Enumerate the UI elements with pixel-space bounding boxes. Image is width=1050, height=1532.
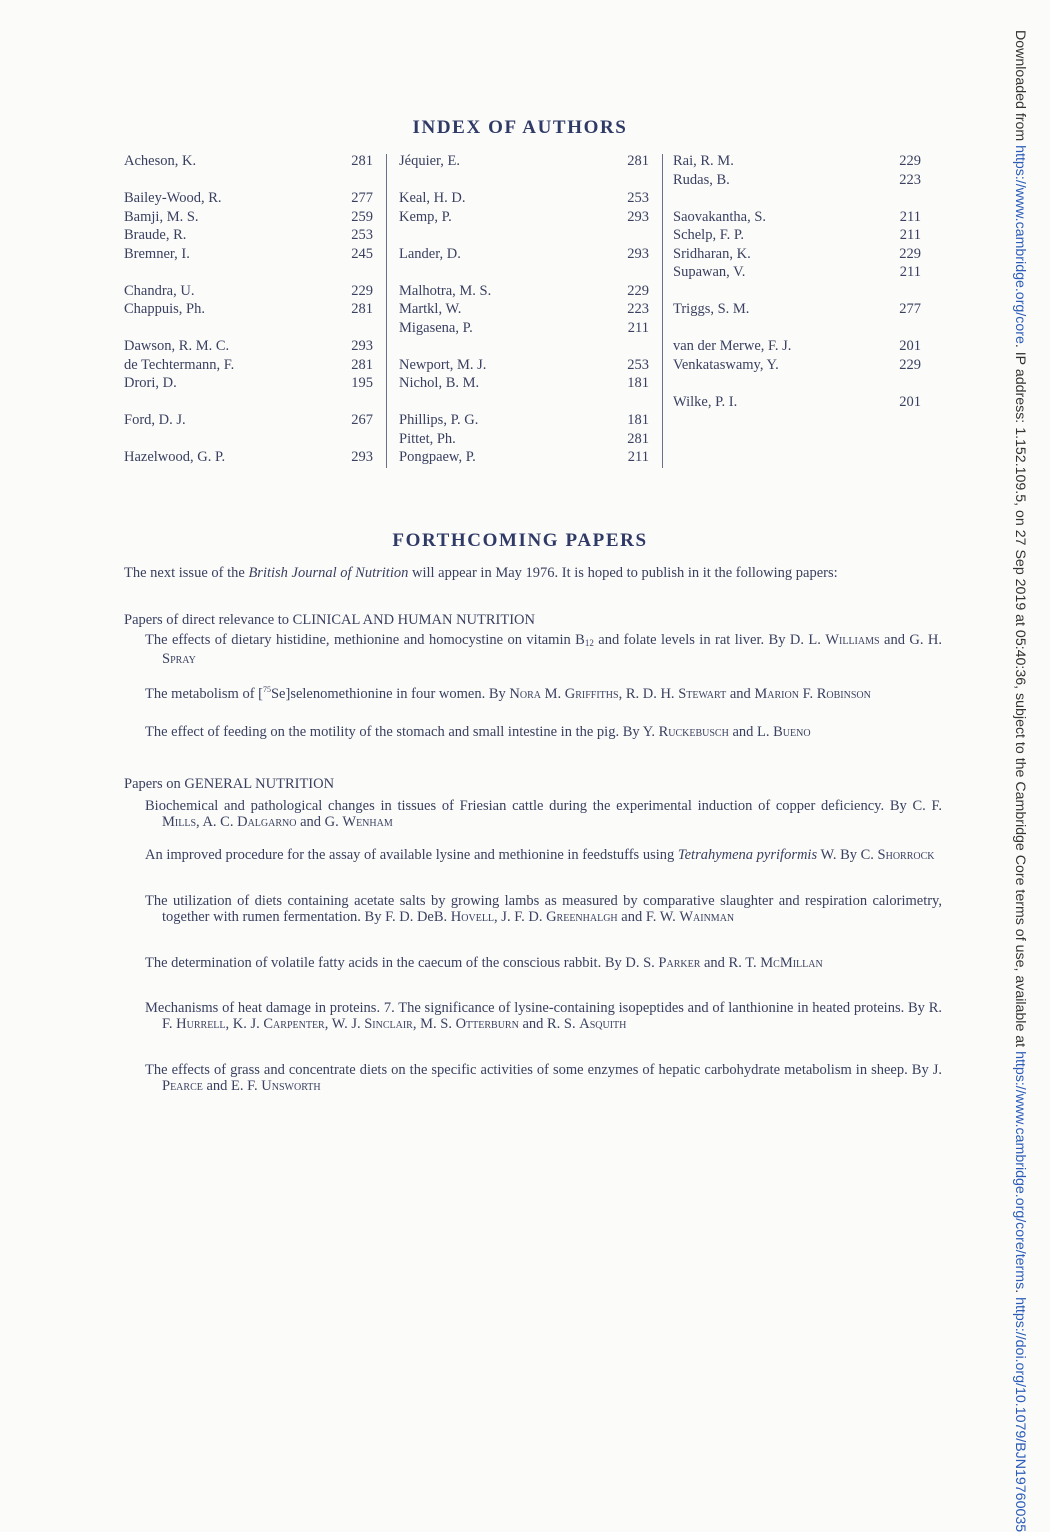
author-page-number: 211 xyxy=(899,227,921,243)
paper-entry: The metabolism of [$^{75}$Se]selenomethionine in four women. By Nora M. Griffiths, R. D. H. Stewart and Marion F. Robinson xyxy=(145,685,871,702)
index-spacer xyxy=(673,319,921,338)
author-page-number: 293 xyxy=(351,338,373,354)
intro-text: The next issue of the xyxy=(124,565,249,581)
author-entry xyxy=(673,208,921,227)
paper-entry: The utilization of diets containing acetate salts by growing lambs as measured by comparative slaughter and respiration calorimetry, together with rumen fermentation. By F. D. DeB. Hovell, J. F. D. Greenhalgh and F. W. Wainman xyxy=(145,893,942,925)
author-page-number: 223 xyxy=(627,301,649,317)
author-entry xyxy=(673,245,921,264)
author-page-number: 229 xyxy=(899,153,921,169)
author-page-number: 195 xyxy=(351,375,373,391)
author-name: Bailey-Wood, R. xyxy=(124,190,222,206)
author-entry xyxy=(124,245,373,264)
author-page-number: 277 xyxy=(899,301,921,317)
index-spacer xyxy=(124,263,373,282)
author-page-number: 245 xyxy=(351,245,373,262)
author-page-number: 281 xyxy=(351,153,373,169)
author-name: Bamji, M. S. xyxy=(124,208,199,225)
author-entry xyxy=(673,171,921,190)
author-page-number: 181 xyxy=(627,375,649,391)
author-name: Martkl, W. xyxy=(399,301,462,317)
notice-prefix: Downloaded from xyxy=(1012,30,1028,146)
notice-separator: . xyxy=(1012,1289,1028,1298)
author-page-number: 253 xyxy=(351,227,373,243)
paper-entry: Mechanisms of heat damage in proteins. 7. The significance of lysine-containing isopeptides and of lanthionine in heated proteins. By R. F. Hurrell, K. J. Carpenter, W. J. Sinclair, M. S. Otterburn and R. S. Asquith xyxy=(145,1000,942,1032)
column-divider-2 xyxy=(662,154,663,468)
download-notice xyxy=(1005,30,1035,1532)
author-page-number: 211 xyxy=(627,449,649,465)
index-spacer xyxy=(399,263,649,282)
paper-entry: Biochemical and pathological changes in tissues of Friesian cattle during the experimental induction of copper deficiency. By C. F. Mills, A. C. Dalgarno and G. Wenham xyxy=(145,798,942,830)
paper-entry: An improved procedure for the assay of available lysine and methionine in feedstuffs using Tetrahymena pyriformis W. By C. Shorrock xyxy=(145,847,935,863)
author-name: Chandra, U. xyxy=(124,282,195,299)
index-spacer xyxy=(124,171,373,190)
author-name: Chappuis, Ph. xyxy=(124,301,205,317)
author-entry xyxy=(673,356,921,375)
author-page-number: 181 xyxy=(627,412,649,428)
author-entry xyxy=(124,189,373,208)
author-name: Braude, R. xyxy=(124,227,187,243)
author-page-number: 281 xyxy=(627,153,649,169)
download-notice-text xyxy=(1005,30,1035,1532)
column-divider-1 xyxy=(386,154,387,468)
author-entry xyxy=(673,226,921,245)
author-entry xyxy=(399,245,649,264)
journal-name: British Journal of Nutrition xyxy=(248,565,409,581)
author-page-number: 281 xyxy=(627,430,649,447)
author-page-number: 229 xyxy=(899,245,921,262)
author-page-number: 293 xyxy=(351,449,373,465)
author-entry xyxy=(124,448,373,467)
author-page-number: 211 xyxy=(899,264,921,280)
author-page-number: 253 xyxy=(627,356,649,373)
index-spacer xyxy=(399,393,649,412)
author-page-number: 281 xyxy=(351,301,373,317)
author-entry xyxy=(673,300,921,319)
author-entry xyxy=(399,374,649,393)
index-spacer xyxy=(399,337,649,356)
author-entry xyxy=(399,282,649,301)
author-page-number: 229 xyxy=(899,356,921,373)
author-entry xyxy=(673,337,921,356)
author-name: Supawan, V. xyxy=(673,264,746,280)
authors-column-2 xyxy=(399,152,649,467)
author-page-number: 229 xyxy=(627,282,649,299)
author-entry xyxy=(124,374,373,393)
author-entry xyxy=(124,226,373,245)
index-spacer xyxy=(124,319,373,338)
author-name: van der Merwe, F. J. xyxy=(673,338,792,354)
author-entry xyxy=(124,208,373,227)
index-spacer xyxy=(673,282,921,301)
forthcoming-papers-title: FORTHCOMING PAPERS xyxy=(392,530,648,551)
author-entry xyxy=(124,282,373,301)
author-entry xyxy=(124,337,373,356)
author-name: Keal, H. D. xyxy=(399,190,466,206)
author-page-number: 259 xyxy=(351,208,373,225)
section-general-label: Papers on GENERAL NUTRITION xyxy=(124,776,335,792)
author-page-number: 201 xyxy=(899,338,921,354)
author-entry xyxy=(399,411,649,430)
author-page-number: 267 xyxy=(351,412,373,428)
author-page-number: 293 xyxy=(627,208,649,225)
author-name: Migasena, P. xyxy=(399,319,473,336)
author-entry xyxy=(399,152,649,171)
author-entry xyxy=(124,356,373,375)
author-entry xyxy=(124,300,373,319)
author-page-number: 229 xyxy=(351,282,373,299)
author-page-number: 253 xyxy=(627,190,649,206)
author-page-number: 201 xyxy=(899,393,921,410)
notice-middle: . IP address: 1.152.109.5, on 27 Sep 2019 at 05:40:36, subject to the Cambridge Core terms of use, available at xyxy=(1012,343,1028,1052)
author-name: Triggs, S. M. xyxy=(673,301,750,317)
author-entry xyxy=(399,448,649,467)
paper-entry: The effects of dietary histidine, methionine and homocystine on vitamin $B_{12}$ and folate levels in rat liver. By D. L. Williams and G. H. Spray xyxy=(145,632,942,667)
author-name: Wilke, P. I. xyxy=(673,393,738,410)
index-spacer xyxy=(399,226,649,245)
author-name: Pittet, Ph. xyxy=(399,430,456,447)
author-page-number: 277 xyxy=(351,190,373,206)
author-page-number: 293 xyxy=(627,245,649,262)
authors-column-3 xyxy=(673,152,921,411)
index-spacer xyxy=(673,374,921,393)
section-clinical-label: Papers of direct relevance to CLINICAL AND HUMAN NUTRITION xyxy=(124,612,535,628)
paper-entry: The effects of grass and concentrate diets on the specific activities of some enzymes of hepatic carbohydrate metabolism in sheep. By J. Pearce and E. F. Unsworth xyxy=(145,1062,942,1094)
author-page-number: 211 xyxy=(899,208,921,225)
author-name: Rai, R. M. xyxy=(673,153,734,169)
author-name: Jéquier, E. xyxy=(399,153,461,169)
author-name: Phillips, P. G. xyxy=(399,412,479,428)
author-page-number: 223 xyxy=(899,171,921,188)
author-name: Schelp, F. P. xyxy=(673,227,744,243)
author-name: Pongpaew, P. xyxy=(399,449,476,465)
author-name: Malhotra, M. S. xyxy=(399,282,492,299)
author-entry xyxy=(673,263,921,282)
author-name: Newport, M. J. xyxy=(399,356,487,373)
author-name: Saovakantha, S. xyxy=(673,208,767,225)
author-entry xyxy=(399,430,649,449)
author-name: Rudas, B. xyxy=(673,171,730,188)
author-name: de Techtermann, F. xyxy=(124,356,235,373)
author-name: Lander, D. xyxy=(399,245,461,262)
intro-text-end: will appear in May 1976. It is hoped to publish in it the following papers: xyxy=(408,565,838,581)
cambridge-core-link[interactable]: https://www.cambridge.org/core xyxy=(1012,145,1028,344)
author-name: Ford, D. J. xyxy=(124,412,186,428)
author-name: Venkataswamy, Y. xyxy=(673,356,779,373)
paper-entry: The determination of volatile fatty acids in the caecum of the conscious rabbit. By D. S. Parker and R. T. McMillan xyxy=(145,955,823,971)
author-entry xyxy=(673,393,921,412)
author-entry xyxy=(399,356,649,375)
author-entry xyxy=(124,411,373,430)
index-spacer xyxy=(673,189,921,208)
index-spacer xyxy=(399,171,649,190)
author-name: Acheson, K. xyxy=(124,153,197,169)
author-name: Nichol, B. M. xyxy=(399,375,480,391)
author-name: Sridharan, K. xyxy=(673,245,751,262)
index-of-authors-title: INDEX OF AUTHORS xyxy=(412,117,628,138)
author-name: Hazelwood, G. P. xyxy=(124,449,226,465)
author-page-number: 281 xyxy=(351,356,373,373)
doi-link[interactable]: https://doi.org/10.1079/BJN19760035 xyxy=(1012,1297,1028,1532)
author-entry xyxy=(124,152,373,171)
author-name: Kemp, P. xyxy=(399,208,452,225)
paper-entry: The effect of feeding on the motility of the stomach and small intestine in the pig. By Y. Ruckebusch and L. Bueno xyxy=(145,724,811,740)
author-entry xyxy=(399,319,649,338)
author-name: Bremner, I. xyxy=(124,245,190,262)
forthcoming-intro xyxy=(124,565,924,582)
author-entry xyxy=(399,208,649,227)
author-entry xyxy=(673,152,921,171)
author-entry xyxy=(399,189,649,208)
author-page-number: 211 xyxy=(627,319,649,336)
author-entry xyxy=(399,300,649,319)
author-name: Drori, D. xyxy=(124,375,177,391)
terms-link[interactable]: https://www.cambridge.org/core/terms xyxy=(1012,1051,1028,1290)
index-spacer xyxy=(124,430,373,449)
index-spacer xyxy=(124,393,373,412)
author-name: Dawson, R. M. C. xyxy=(124,338,230,354)
authors-column-1 xyxy=(124,152,373,467)
